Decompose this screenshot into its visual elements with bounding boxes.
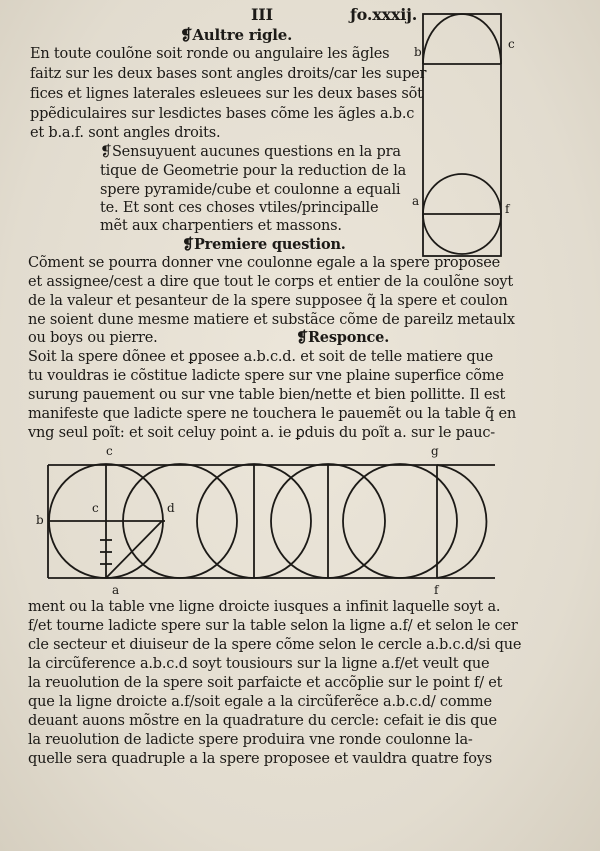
text-line: f/et tourne ladicte spere sur la table selon la ligne a.f/ et selon le cer: [28, 618, 518, 634]
sphere-circle-5: [343, 464, 457, 578]
figure-label-f: f: [434, 583, 439, 597]
text-line: ou boys ou pierre.: [28, 330, 158, 346]
text-line: ne soient dune mesme matiere et substãce cõme de pareilz metaulx: [28, 312, 515, 328]
text-line: Cõment se pourra donner vne coulonne egale a la spere proposee: [28, 255, 501, 271]
text-line: deuant auons mõstre en la quadrature du cercle: cefait ie dis que: [28, 713, 497, 729]
text-line: spere pyramide/cube et coulonne a equali: [100, 182, 401, 198]
text-line: Soit la spere dõnee et ꝑposee a.b.c.d. et soit de telle matiere que: [28, 349, 493, 365]
text-line: ❡Sensuyuent aucunes questions en la pra: [100, 144, 401, 160]
section-heading: ❡Aultre rigle.: [180, 26, 293, 44]
text-line: la circũference a.b.c.d soyt tousiours sur la ligne a.f/et veult que: [28, 656, 490, 672]
text-line: fices et lignes laterales esleuees sur les deux bases sõt: [30, 86, 423, 102]
text-line: et b.a.f. sont angles droits.: [30, 125, 221, 141]
text-line: la reuolution de la spere soit parfaicte et accõplie sur le point f/ et: [28, 675, 503, 691]
text-line: que la ligne droicte a.f/soit egale a la circũferẽce a.b.c.d/ comme: [28, 694, 492, 710]
text-line: surung pauement ou sur vne table bien/nette et bien pollitte. Il est: [28, 387, 506, 403]
text-line: tique de Geometrie pour la reduction de la: [100, 163, 407, 179]
text-line: ppẽdiculaires sur lesdictes bases cõme les ãgles a.b.c: [30, 106, 415, 122]
text-line: ment ou la table vne ligne droicte iusques a infinit laquelle soyt a.: [28, 599, 501, 615]
text-line: la reuolution de ladicte spere produira vne ronde coulonne la-: [28, 732, 473, 748]
side-label-c: c: [508, 37, 515, 51]
text-line: manifeste que ladicte spere ne touchera le pauemẽt ou la table q̃ en: [28, 406, 517, 422]
text-line: tu vouldras ie cõstitue ladicte spere sur vne plaine superfice cõme: [28, 368, 504, 384]
figure-label-c-inner: c: [92, 501, 99, 515]
text-line: quelle sera quadruple a la spere proposee et vauldra quatre foys: [28, 751, 492, 767]
side-label-a: a: [412, 194, 420, 208]
text-line: vng seul poĩt: et soit celuy point a. ie ꝑduis du poĩt a. sur le pauc-: [28, 425, 495, 441]
text-line: te. Et sont ces choses vtiles/principalle: [100, 200, 379, 216]
text-line: En toute coulõne soit ronde ou angulaire les ãgles: [30, 46, 390, 62]
text-line: cle secteur et diuiseur de la spere cõme selon le cercle a.b.c.d/si que: [28, 637, 522, 653]
sphere-circle-6-half: [437, 465, 486, 578]
text-line: et assignee/cest a dire que tout le corps et entier de la coulõne soyt: [28, 274, 513, 290]
text-line: mẽt aux charpentiers et massons.: [100, 218, 342, 234]
page-number: III: [251, 5, 273, 24]
figure-label-b: b: [36, 513, 44, 527]
folio-number: ƒo.xxxij.: [350, 5, 418, 24]
figure-label-c: c: [106, 444, 113, 458]
figure-label-g: g: [431, 444, 439, 458]
text-line: faitz sur les deux bases sont angles droits/car les super: [30, 66, 427, 82]
question-heading: ❡Premiere question.: [182, 236, 346, 253]
figure-label-d: d: [167, 501, 175, 515]
figure-label-a: a: [112, 583, 120, 597]
response-heading: ❡Responce.: [296, 329, 390, 346]
chord-line: [106, 521, 162, 578]
side-label-b: b: [414, 45, 422, 59]
side-label-f: f: [505, 202, 510, 216]
text-line: de la valeur et pesanteur de la spere supposee q̃ la spere et coulon: [28, 293, 508, 309]
